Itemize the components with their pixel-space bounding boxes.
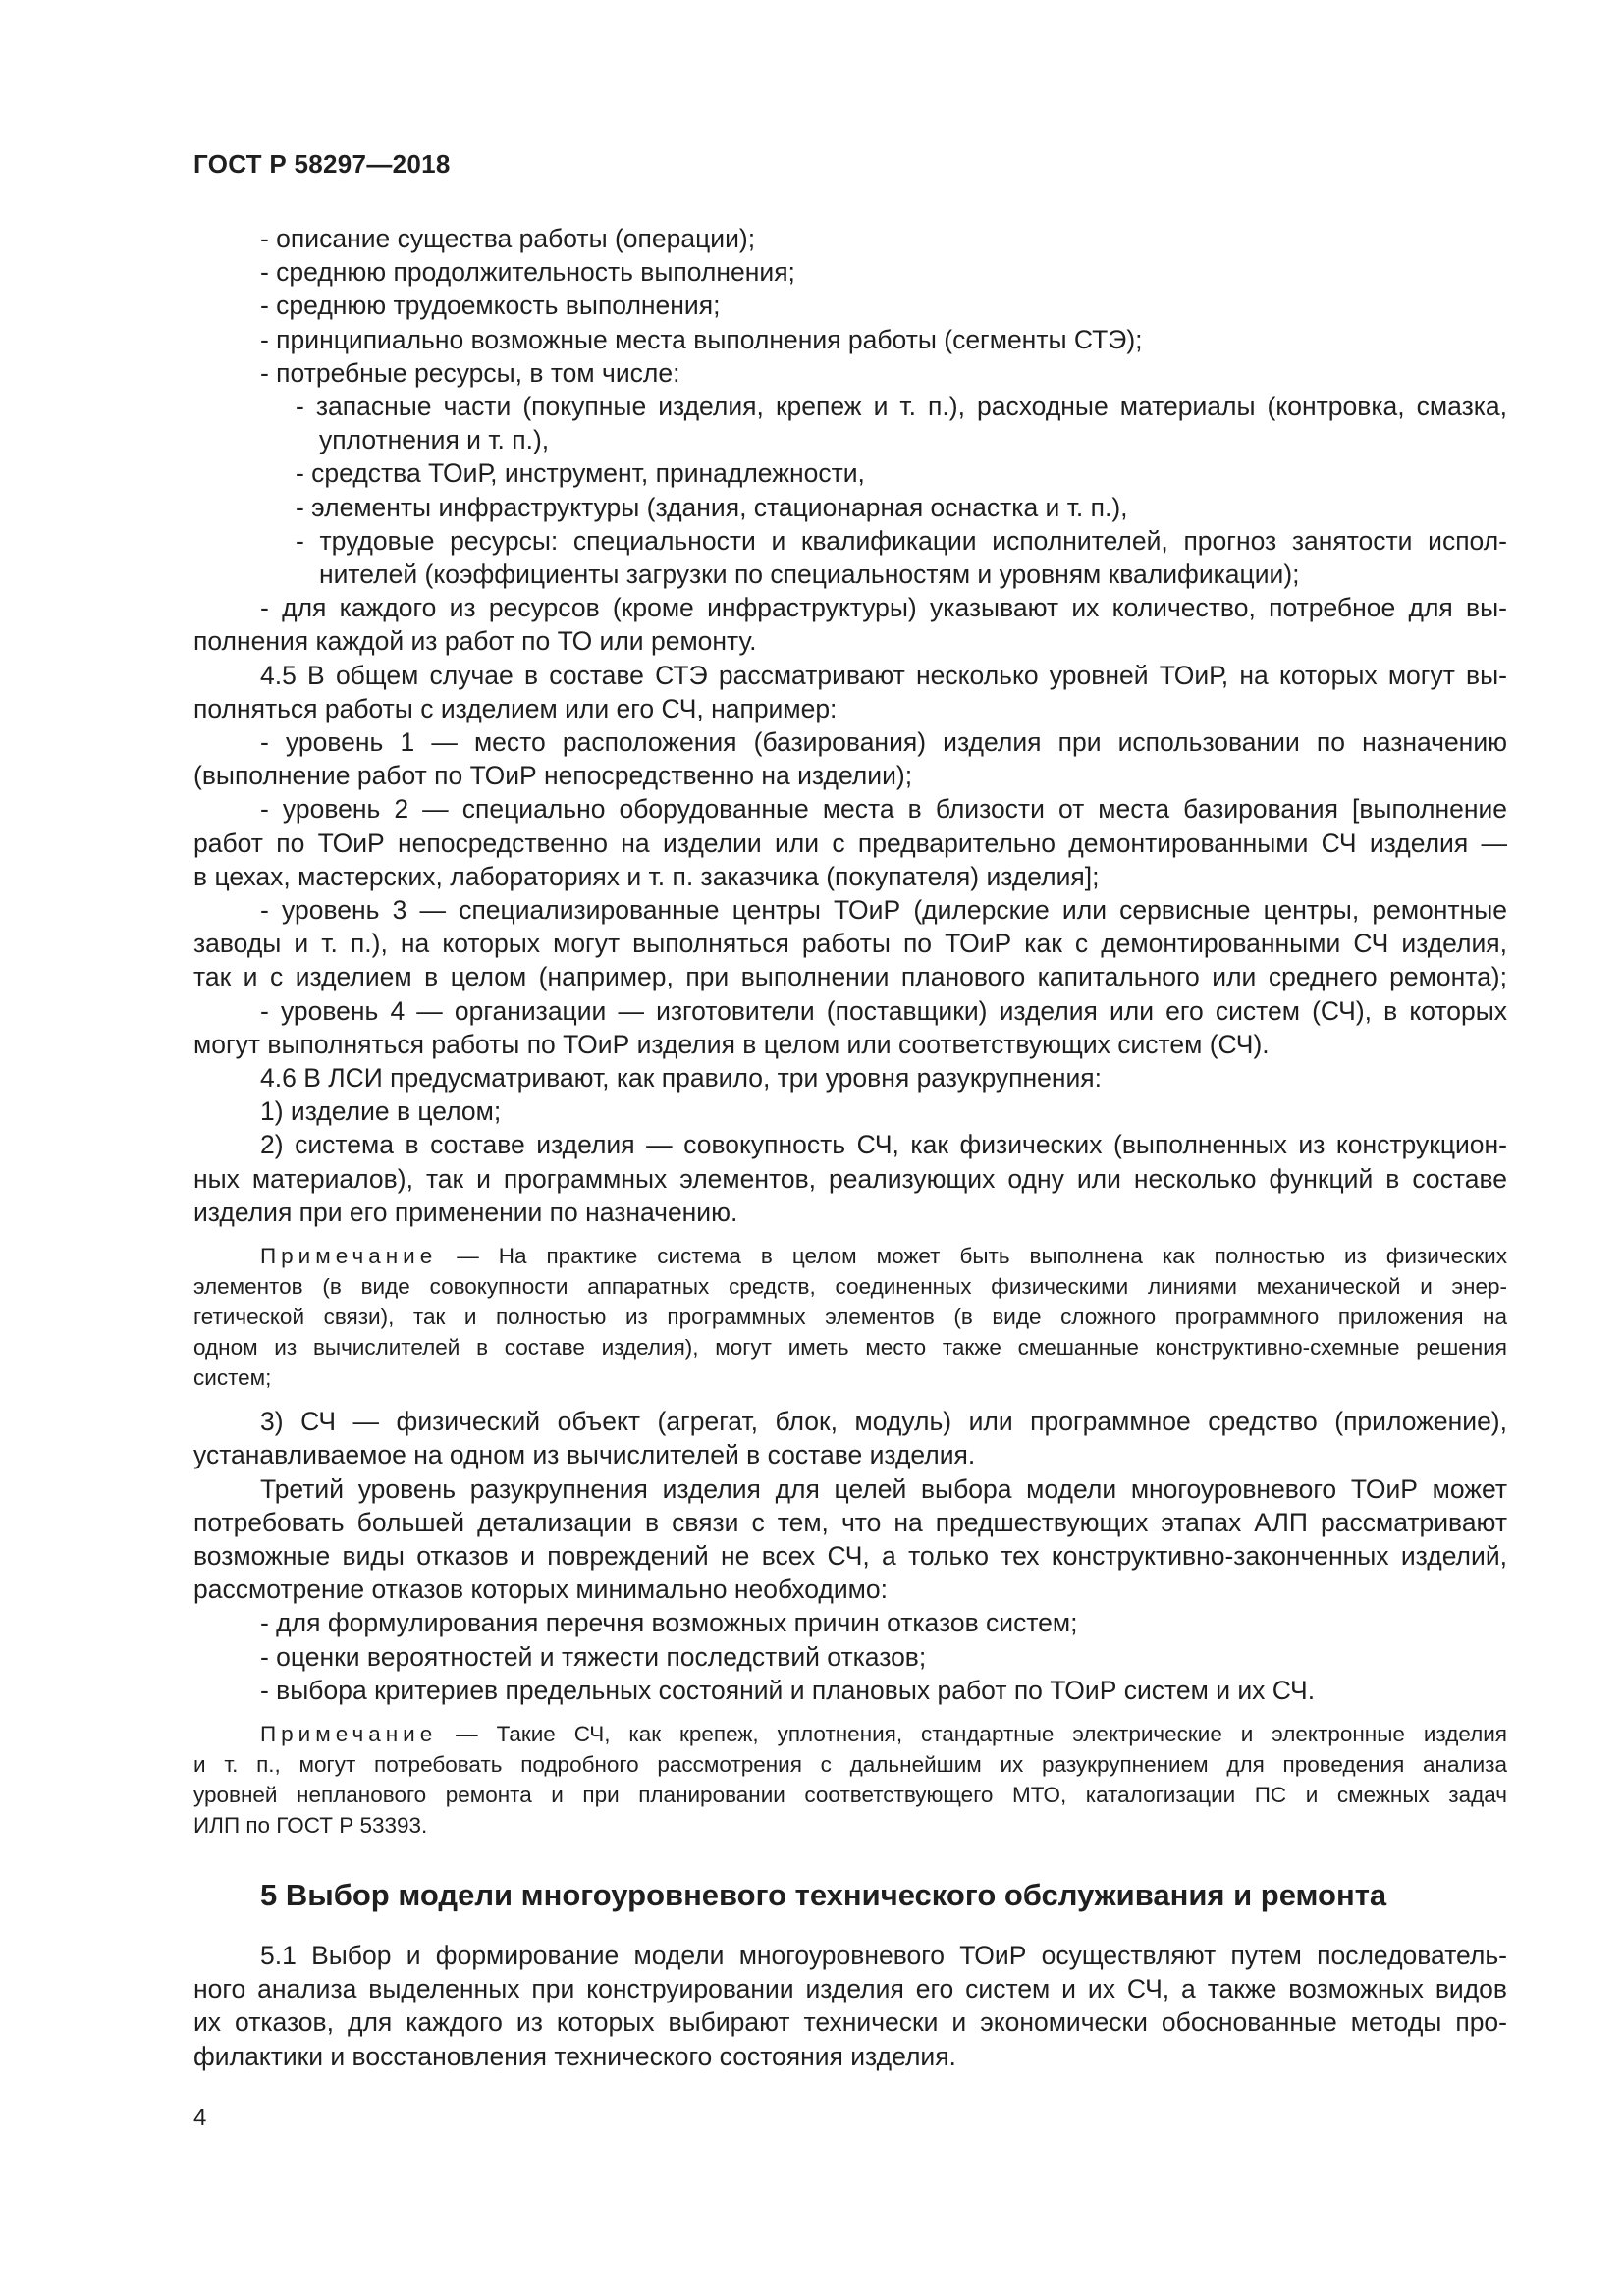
document-code-header: ГОСТ Р 58297—2018 xyxy=(193,149,451,179)
list-item: - для каждого из ресурсов (кроме инфраструктуры) указывают их количество, потребное для вы- xyxy=(260,593,1507,623)
list-item: - принципиально возможные места выполнения работы (сегменты СТЭ); xyxy=(260,324,1143,354)
list-item: - потребные ресурсы, в том числе: xyxy=(260,357,680,388)
list-item: - оценки вероятностей и тяжести последствий отказов; xyxy=(260,1641,927,1672)
paragraph-line: ного анализа выделенных при конструировании изделия его систем и их СЧ, а также возможных видов xyxy=(193,1974,1507,2004)
paragraph-line: заводы и т. п.), на которых могут выполняться работы по ТОиР как с демонтированными СЧ изделия, xyxy=(193,929,1507,959)
paragraph-line: ных материалов), так и программных элементов, реализующих одну или несколько функций в составе xyxy=(193,1163,1507,1194)
sub-list-item-continuation: уплотнения и т. п.), xyxy=(319,425,550,455)
paragraph-4-6: 4.6 В ЛСИ предусматривают, как правило, три уровня разукрупнения: xyxy=(260,1063,1103,1094)
document-body xyxy=(193,222,1507,2073)
paragraph-line: рассмотрение отказов которых минимально необходимо: xyxy=(193,1575,888,1605)
note-line: и т. п., могут потребовать подробного рассмотрения с дальнейшим их разукрупнением для проведения анализа xyxy=(193,1751,1507,1777)
list-item: - выбора критериев предельных состояний и плановых работ по ТОиР систем и их СЧ. xyxy=(260,1675,1316,1705)
note-label: Примечание xyxy=(260,1244,438,1269)
paragraph-line: устанавливаемое на одном из вычислителей в составе изделия. xyxy=(193,1440,976,1470)
list-item: - уровень 3 — специализированные центры ТОиР (дилерские или сервисные центры, ремонтные xyxy=(260,895,1507,926)
note-line: элементов (в виде совокупности аппаратных средств, соединенных физическими линиями механической и энер- xyxy=(193,1274,1507,1300)
list-item: 3) СЧ — физический объект (агрегат, блок, модуль) или программное средство (приложение), xyxy=(260,1407,1507,1437)
paragraph-line: полняться работы с изделием или его СЧ, например: xyxy=(193,693,838,723)
paragraph-line: могут выполняться работы по ТОиР изделия в целом или соответствующих систем (СЧ). xyxy=(193,1029,1270,1059)
list-item: - уровень 1 — место расположения (базирования) изделия при использовании по назначению xyxy=(260,727,1507,758)
paragraph-line: в цехах, мастерских, лабораториях и т. п. заказчика (покупателя) изделия]; xyxy=(193,861,1100,891)
paragraph-line: изделия при его применении по назначению. xyxy=(193,1197,738,1227)
paragraph-line: потребовать большей детализации в связи с тем, что на предшествующих этапах АЛП рассматривают xyxy=(193,1507,1507,1537)
note-block-2 xyxy=(193,1719,1507,1841)
note-line: систем; xyxy=(193,1365,272,1391)
page-number: 4 xyxy=(193,2105,207,2131)
list-item: 2) система в составе изделия — совокупность СЧ, как физических (выполненных из конструкцион- xyxy=(260,1130,1507,1160)
paragraph: Третий уровень разукрупнения изделия для целей выбора модели многоуровневого ТОиР может xyxy=(260,1473,1507,1504)
paragraph-line: так и с изделием в целом (например, при выполнении планового капитального или среднего ремонта); xyxy=(193,962,1507,992)
list-item: - для формулирования перечня возможных причин отказов систем; xyxy=(260,1608,1078,1638)
note-line: ИЛП по ГОСТ Р 53393. xyxy=(193,1812,428,1838)
note-block-1 xyxy=(193,1241,1507,1393)
paragraph-5-1: 5.1 Выбор и формирование модели многоуровневого ТОиР осуществляют путем последователь- xyxy=(260,1940,1507,1970)
sub-list-item: - трудовые ресурсы: специальности и квалификации исполнителей, прогноз занятости испол- xyxy=(296,525,1507,556)
note-label: Примечание xyxy=(260,1721,438,1746)
paragraph-4-5: 4.5 В общем случае в составе СТЭ рассматривают несколько уровней ТОиР, на которых могут вы- xyxy=(260,660,1507,690)
note-text: — На практике система в целом может быть выполнена как полностью из физических xyxy=(437,1244,1507,1269)
list-item: - описание существа работы (операции); xyxy=(260,224,756,253)
sub-list-item-continuation: нителей (коэффициенты загрузки по специальностям и уровням квалификации); xyxy=(319,560,1300,590)
list-item: - уровень 4 — организации — изготовители (поставщики) изделия или его систем (СЧ), в которых xyxy=(260,995,1507,1026)
sub-list-item: - элементы инфраструктуры (здания, стационарная оснастка и т. п.), xyxy=(296,492,1128,522)
paragraph-line: их отказов, для каждого из которых выбирают технически и экономически обоснованные методы про- xyxy=(193,2007,1507,2038)
paragraph-line: работ по ТОиР непосредственно на изделии или с предварительно демонтированными СЧ изделия — xyxy=(193,828,1507,858)
list-item-continuation: полнения каждой из работ по ТО или ремонту. xyxy=(193,626,757,657)
paragraph-line: возможные виды отказов и повреждений не всех СЧ, а только тех конструктивно-законченных изделий, xyxy=(193,1540,1507,1571)
note-text: — Такие СЧ, как крепеж, уплотнения, стандартные электрические и электронные изделия xyxy=(437,1721,1507,1746)
note-line: уровней непланового ремонта и при планировании соответствующего МТО, каталогизации ПС и смежных задач xyxy=(193,1782,1507,1807)
note-line xyxy=(193,1719,1507,1749)
paragraph-line: филактики и восстановления технического состояния изделия. xyxy=(193,2041,956,2071)
sub-list-item: - запасные части (покупные изделия, крепеж и т. п.), расходные материалы (контровка, смазка, xyxy=(296,392,1507,422)
list-item: - уровень 2 — специально оборудованные места в близости от места базирования [выполнение xyxy=(260,794,1507,825)
list-item: - среднюю продолжительность выполнения; xyxy=(260,257,795,288)
list-item: 1) изделие в целом; xyxy=(260,1096,502,1127)
sub-list-item: - средства ТОиР, инструмент, принадлежности, xyxy=(296,458,865,489)
note-line xyxy=(193,1241,1507,1271)
list-item: - среднюю трудоемкость выполнения; xyxy=(260,291,721,321)
note-line: гетической связи), так и полностью из программных элементов (в виде сложного программного приложения на xyxy=(193,1305,1507,1330)
note-line: одном из вычислителей в составе изделия), могут иметь место также смешанные конструктивно-схемные решения xyxy=(193,1335,1507,1361)
section-5-title: 5 Выбор модели многоуровневого технического обслуживания и ремонта xyxy=(260,1877,1387,1912)
paragraph-line: (выполнение работ по ТОиР непосредственно на изделии); xyxy=(193,761,913,791)
